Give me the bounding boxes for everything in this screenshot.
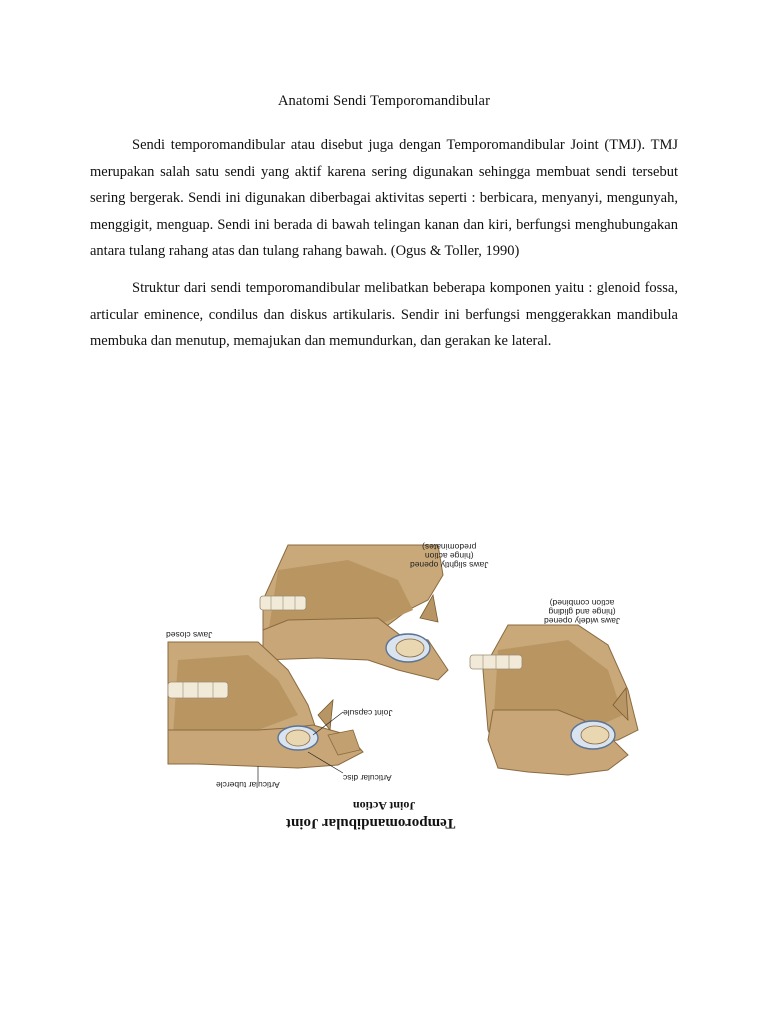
label-widely-opened-line-3: action combined) (549, 598, 615, 608)
paragraph-2: Struktur dari sendi temporomandibular melibatkan beberapa komponen yaitu : glenoid fossa, articular eminence, condilus dan diskus artikularis. Sendir ini berfungsi menggerakkan mandibula membuka dan menutup, memajukan dan memundurkan, dan gerakan ke lateral. (90, 280, 678, 349)
tmj-figure (138, 530, 664, 835)
paragraph-1: Sendi temporomandibular atau disebut juga dengan Temporomandibular Joint (TMJ). TMJ merupakan salah satu sendi yang aktif karena sering digunakan sehingga membuat sendi tersebut sering bergerak. Sendi ini digunakan diberbagai aktivitas seperti : berbicara, menyanyi, mengunyah, menggigit, menguap. Sendi ini berada di bawah telingan kanan dan kiri, berfungsi menghubungakan antara tulang rahang atas dan tulang rahang bawah. (Ogus & Toller, 1990) (90, 137, 678, 259)
label-joint-capsule: Joint capsule (343, 708, 393, 718)
label-slightly-opened-line-2: (hinge action (424, 551, 474, 561)
label-slightly-opened-line-1: Jaws slightly opened (410, 560, 489, 570)
label-articular-tubercle: Articular tubercle (216, 780, 280, 790)
document-title: Anatomi Sendi Temporomandibular (277, 93, 491, 109)
skull-jaws-closed (168, 642, 363, 782)
skull-widely-opened (470, 625, 638, 775)
label-slightly-opened-line-3: predominates) (422, 542, 477, 552)
label-widely-opened-line-1: Jaws widely opened (544, 616, 621, 626)
label-widely-opened-line-2: (hinge and gliding (548, 607, 616, 617)
label-widely-opened (544, 598, 620, 625)
figure-title: Temporomandibular Joint (286, 815, 456, 831)
figure-subtitle: Joint Action (353, 799, 416, 813)
label-jaws-closed: Jaws closed (166, 630, 213, 640)
label-slightly-opened (410, 542, 488, 569)
label-articular-disc: Articular disc (343, 773, 392, 783)
